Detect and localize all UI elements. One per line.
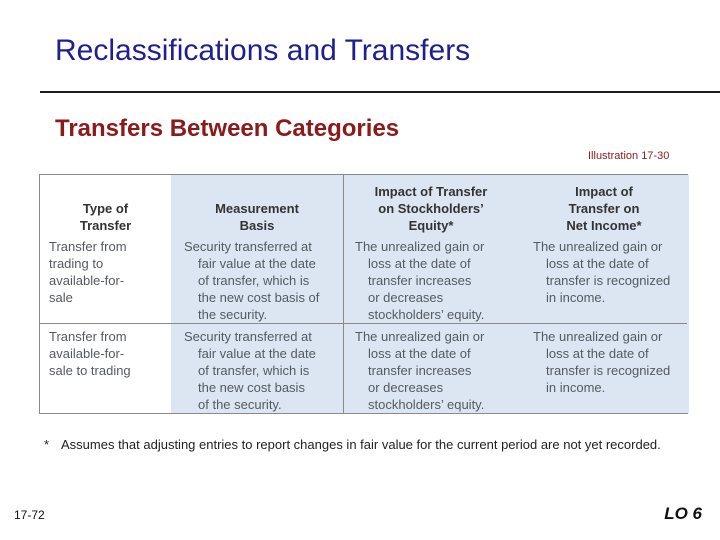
row-divider — [40, 323, 687, 324]
footnote-marker: * — [44, 437, 50, 452]
row2-basis-cell: Security transferred at fair value at the date of transfer, which is the new cost basis of the security. — [184, 329, 316, 412]
footnote-text: Assumes that adjusting entries to report changes in fair value for the current period are not yet recorded. — [61, 437, 661, 452]
row1-income-cell: The unrealized gain or loss at the date of transfer is recognized in income. — [533, 239, 671, 305]
row1-type-cell: Transfer from trading to available-for- sale — [49, 239, 127, 305]
row2-type-cell: Transfer from available-for- sale to trading — [49, 329, 131, 378]
title-divider — [40, 91, 720, 93]
row1-basis-cell: Security transferred at fair value at the date of transfer, which is the new cost basis of the security. — [184, 239, 320, 322]
row1-equity-cell: The unrealized gain or loss at the date of transfer increases or decreases stockholders’ equity. — [355, 239, 485, 322]
header-impact-on-net-income: Impact of Transfer on Net Income* — [566, 184, 642, 233]
illustration-label: Illustration 17-30 — [588, 150, 670, 162]
header-impact-on-equity: Impact of Transfer on Stockholders’ Equity* — [374, 184, 488, 233]
slide-subtitle: Transfers Between Categories — [55, 115, 400, 142]
row2-equity-cell: The unrealized gain or loss at the date of transfer increases or decreases stockholders’ equity. — [355, 329, 485, 412]
header-type-of-transfer: Type of Transfer — [79, 201, 132, 233]
header-measurement-basis: Measurement Basis — [215, 201, 299, 233]
slide-title: Reclassifications and Transfers — [55, 34, 471, 67]
row2-income-cell: The unrealized gain or loss at the date of transfer is recognized in income. — [533, 329, 671, 395]
page-number: 17-72 — [14, 508, 45, 522]
transfers-table — [39, 174, 688, 414]
learning-objective: LO 6 — [664, 504, 702, 523]
